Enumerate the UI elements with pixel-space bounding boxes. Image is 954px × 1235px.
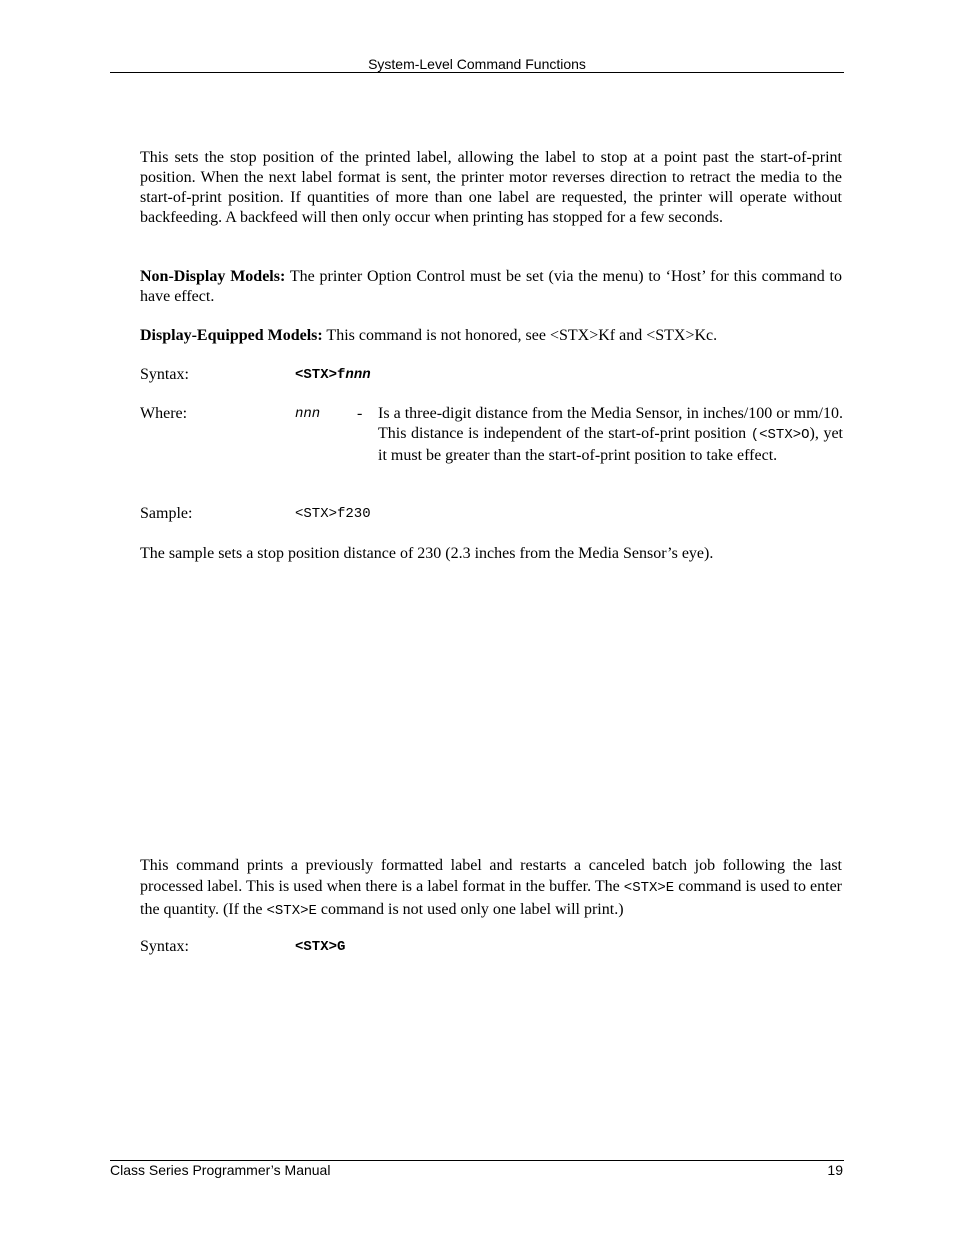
display-equipped-models-label: Display-Equipped Models: bbox=[140, 327, 323, 344]
header-divider bbox=[110, 72, 844, 73]
display-equipped-models-text: This command is not honored, see <STX>Kf and <STX>Kc. bbox=[322, 327, 718, 344]
where-dash: - bbox=[357, 405, 363, 422]
non-display-models-text: The printer Option Control must be set (via the menu) to ‘Host’ for this command to have effect. bbox=[140, 268, 843, 305]
print-desc-code1: <STX>E bbox=[623, 880, 675, 896]
non-display-models-label: Non-Display Models: bbox=[140, 268, 286, 285]
print-desc-part1: This command prints a previously formatted label and restarts a canceled batch job following the last processed label. This is used when there is a label format in the buffer. The bbox=[140, 857, 842, 895]
page-header-title: System-Level Command Functions bbox=[368, 56, 586, 72]
display-equipped-models-note bbox=[140, 326, 842, 346]
footer-manual-title: Class Series Programmer’s Manual bbox=[110, 1162, 331, 1178]
where-desc-part2: ), yet it must be greater than the start-of-print position to take effect. bbox=[378, 425, 844, 464]
print-desc-part3: command is not used only one label will print.) bbox=[316, 901, 624, 918]
footer-page-number: 19 bbox=[827, 1162, 843, 1178]
where-desc-part1: Is a three-digit distance from the Media Sensor, in inches/100 or mm/10. This distance is independent of the start-of-print position bbox=[378, 405, 843, 443]
sample-explanation: The sample sets a stop position distance of 230 (2.3 inches from the Media Sensor’s eye). bbox=[140, 545, 714, 562]
syntax-command-prefix: <STX>f bbox=[295, 367, 346, 383]
stop-position-description: This sets the stop position of the printed label, allowing the label to stop at a point past the start-of-print position. When the next label format is sent, the printer motor reverses direction to retract the media to the start-of-print position. If quantities of more than one label are requested, the printer will operate without backfeeding. A backfeed will then only occur when printing has stopped for a few seconds. bbox=[140, 149, 842, 226]
sample-label: Sample: bbox=[140, 505, 193, 522]
sample-command: <STX>f230 bbox=[295, 506, 371, 522]
print-desc-code2: <STX>E bbox=[266, 903, 317, 919]
print-last-label-description bbox=[140, 855, 842, 922]
where-parameter: nnn bbox=[295, 406, 321, 422]
syntax-command-2: <STX>G bbox=[295, 939, 346, 955]
where-desc-code: (<STX>O bbox=[750, 427, 810, 444]
non-display-models-note bbox=[140, 267, 842, 307]
print-desc-part2: command is used to enter the quantity. (If the bbox=[140, 878, 843, 918]
syntax-command-param: nnn bbox=[345, 367, 371, 383]
syntax-command bbox=[295, 365, 371, 385]
footer-divider bbox=[110, 1160, 844, 1161]
where-label: Where: bbox=[140, 405, 188, 422]
syntax-label-2: Syntax: bbox=[140, 938, 189, 955]
where-parameter-description bbox=[378, 404, 843, 466]
syntax-label: Syntax: bbox=[140, 366, 189, 383]
